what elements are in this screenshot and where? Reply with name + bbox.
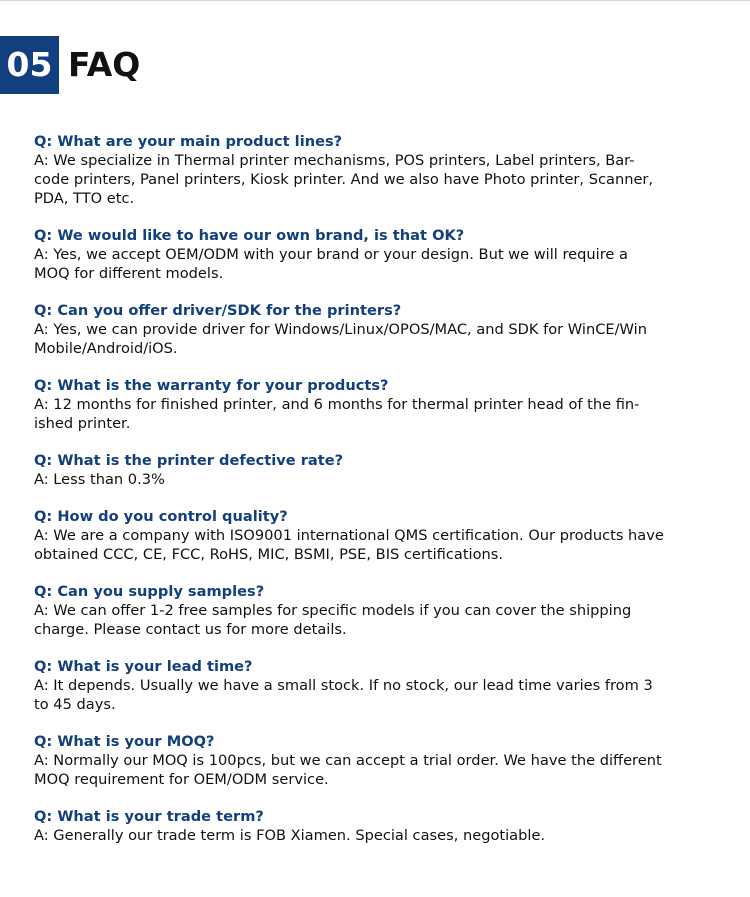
faq-question: Q: How do you control quality? xyxy=(34,508,288,525)
section-number-badge: 05 xyxy=(0,36,59,94)
faq-item xyxy=(34,132,734,208)
faq-answer: A: Less than 0.3% xyxy=(34,471,165,488)
faq-question: Q: What are your main product lines? xyxy=(34,133,343,150)
faq-answer: A: We are a company with ISO9001 international QMS certification. Our products have obtained CCC, CE, FCC, RoHS, MIC, BSMI, PSE, BIS certifications. xyxy=(34,527,664,563)
faq-answer: A: It depends. Usually we have a small stock. If no stock, our lead time varies from 3 to 45 days. xyxy=(34,677,653,713)
faq-list xyxy=(34,132,734,863)
faq-item xyxy=(34,657,734,714)
section-title: FAQ xyxy=(68,45,141,84)
faq-answer: A: 12 months for finished printer, and 6 months for thermal printer head of the fin- ished printer. xyxy=(34,396,640,432)
faq-item xyxy=(34,451,734,489)
faq-answer: A: Generally our trade term is FOB Xiamen. Special cases, negotiable. xyxy=(34,827,546,844)
faq-item xyxy=(34,582,734,639)
faq-item xyxy=(34,226,734,283)
faq-question: Q: What is the printer defective rate? xyxy=(34,452,344,469)
faq-answer: A: Yes, we can provide driver for Windows/Linux/OPOS/MAC, and SDK for WinCE/Win Mobile/Android/iOS. xyxy=(34,321,647,357)
faq-question: Q: Can you supply samples? xyxy=(34,583,265,600)
faq-item xyxy=(34,507,734,564)
faq-answer: A: Yes, we accept OEM/ODM with your brand or your design. But we will require a MOQ for different models. xyxy=(34,246,628,282)
faq-answer: A: We specialize in Thermal printer mechanisms, POS printers, Label printers, Bar- code printers, Panel printers, Kiosk printer. And we also have Photo printer, Scanner, PDA, TTO etc. xyxy=(34,152,654,207)
faq-question: Q: What is your MOQ? xyxy=(34,733,215,750)
faq-question: Q: What is your lead time? xyxy=(34,658,253,675)
faq-question: Q: What is your trade term? xyxy=(34,808,264,825)
top-divider xyxy=(0,0,750,1)
faq-question: Q: Can you offer driver/SDK for the printers? xyxy=(34,302,402,319)
faq-item xyxy=(34,732,734,789)
faq-answer: A: We can offer 1-2 free samples for specific models if you can cover the shipping charge. Please contact us for more details. xyxy=(34,602,632,638)
faq-item xyxy=(34,301,734,358)
faq-answer: A: Normally our MOQ is 100pcs, but we can accept a trial order. We have the different MOQ requirement for OEM/ODM service. xyxy=(34,752,662,788)
faq-section-header xyxy=(0,36,140,94)
faq-question: Q: We would like to have our own brand, is that OK? xyxy=(34,227,465,244)
faq-question: Q: What is the warranty for your products? xyxy=(34,377,389,394)
faq-item xyxy=(34,376,734,433)
faq-item xyxy=(34,807,734,845)
